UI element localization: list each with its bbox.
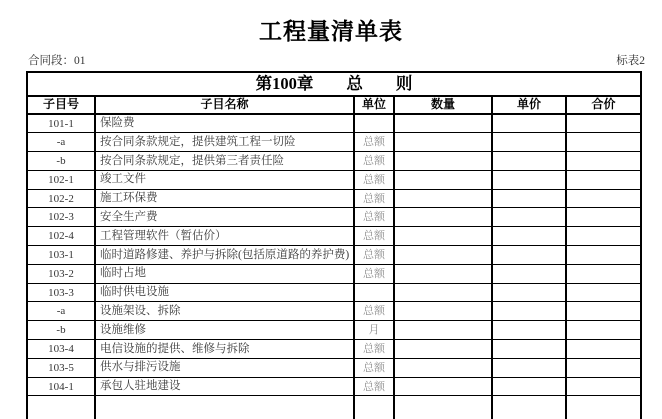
item-code-cell: 103-1 — [27, 246, 95, 265]
item-code-cell: -a — [27, 302, 95, 321]
amount-cell — [566, 152, 641, 171]
column-header-item-name: 子目名称 — [95, 96, 354, 114]
unit-cell: 总额 — [354, 264, 394, 283]
unit-cell: 总额 — [354, 227, 394, 246]
quantity-cell — [394, 208, 492, 227]
unit-price-cell — [492, 321, 566, 340]
unit-cell: 总额 — [354, 208, 394, 227]
unit-price-cell — [492, 227, 566, 246]
unit-cell: 月 — [354, 321, 394, 340]
item-code-cell: 101-1 — [27, 114, 95, 133]
table-row — [27, 189, 641, 208]
item-name-cell — [95, 396, 354, 419]
unit-cell: 总额 — [354, 246, 394, 265]
table-row — [27, 170, 641, 189]
unit-price-cell — [492, 302, 566, 321]
item-name-cell: 供水与排污设施 — [95, 358, 354, 377]
item-name-cell: 保险费 — [95, 114, 354, 133]
item-name-cell: 工程管理软件（暂估价） — [95, 227, 354, 246]
item-code-cell — [27, 396, 95, 419]
item-code-cell: 103-5 — [27, 358, 95, 377]
chapter-heading-row — [27, 72, 641, 96]
quantity-cell — [394, 189, 492, 208]
item-name-cell: 按合同条款规定，提供建筑工程一切险 — [95, 133, 354, 152]
item-code-cell: 103-4 — [27, 340, 95, 359]
item-code-cell: 102-4 — [27, 227, 95, 246]
unit-price-cell — [492, 358, 566, 377]
meta-row — [28, 52, 645, 68]
table-row — [27, 246, 641, 265]
amount-cell — [566, 189, 641, 208]
amount-cell — [566, 264, 641, 283]
item-name-cell: 承包人驻地建设 — [95, 377, 354, 396]
table-row — [27, 358, 641, 377]
quantity-cell — [394, 246, 492, 265]
table-row — [27, 114, 641, 133]
table-row — [27, 321, 641, 340]
unit-cell: 总额 — [354, 152, 394, 171]
table-row — [27, 133, 641, 152]
column-header-unit: 单位 — [354, 96, 394, 114]
item-name-cell: 设施维修 — [95, 321, 354, 340]
quantity-cell — [394, 227, 492, 246]
amount-cell — [566, 340, 641, 359]
item-name-cell: 临时道路修建、养护与拆除(包括原道路的养护费) — [95, 246, 354, 265]
unit-price-cell — [492, 340, 566, 359]
table-row — [27, 340, 641, 359]
quantity-cell — [394, 133, 492, 152]
table-row — [27, 283, 641, 302]
item-name-cell: 施工环保费 — [95, 189, 354, 208]
table-row — [27, 208, 641, 227]
amount-cell — [566, 377, 641, 396]
unit-cell: 总额 — [354, 170, 394, 189]
amount-cell — [566, 321, 641, 340]
item-name-cell: 临时占地 — [95, 264, 354, 283]
amount-cell — [566, 170, 641, 189]
unit-price-cell — [492, 133, 566, 152]
quantity-cell — [394, 152, 492, 171]
table-row — [27, 227, 641, 246]
unit-cell: 总额 — [354, 358, 394, 377]
unit-price-cell — [492, 189, 566, 208]
unit-cell: 总额 — [354, 340, 394, 359]
column-header-row — [27, 96, 641, 114]
unit-cell: 总额 — [354, 377, 394, 396]
contract-section-label: 合同段：01 — [28, 55, 86, 67]
quantity-cell — [394, 170, 492, 189]
form-code-label: 标表2 — [616, 55, 645, 67]
item-name-cell: 临时供电设施 — [95, 283, 354, 302]
item-code-cell: 103-2 — [27, 264, 95, 283]
amount-cell — [566, 358, 641, 377]
item-code-cell: -a — [27, 133, 95, 152]
item-code-cell: 104-1 — [27, 377, 95, 396]
unit-price-cell — [492, 170, 566, 189]
quantity-cell — [394, 302, 492, 321]
unit-cell: 总额 — [354, 302, 394, 321]
amount-cell — [566, 302, 641, 321]
unit-price-cell — [492, 114, 566, 133]
column-header-unit-price: 单价 — [492, 96, 566, 114]
column-header-item-code: 子目号 — [27, 96, 95, 114]
quantity-cell — [394, 396, 492, 419]
amount-cell — [566, 227, 641, 246]
amount-cell — [566, 133, 641, 152]
table-row — [27, 396, 641, 419]
item-name-cell: 安全生产费 — [95, 208, 354, 227]
unit-price-cell — [492, 152, 566, 171]
amount-cell — [566, 246, 641, 265]
item-code-cell: 103-3 — [27, 283, 95, 302]
item-name-cell: 按合同条款规定，提供第三者责任险 — [95, 152, 354, 171]
unit-price-cell — [492, 208, 566, 227]
item-name-cell: 竣工文件 — [95, 170, 354, 189]
quantity-cell — [394, 358, 492, 377]
quantity-cell — [394, 264, 492, 283]
unit-price-cell — [492, 264, 566, 283]
quantity-cell — [394, 377, 492, 396]
chapter-title: 第100章 总 则 — [27, 72, 641, 96]
unit-cell — [354, 396, 394, 419]
item-code-cell: 102-2 — [27, 189, 95, 208]
item-code-cell: -b — [27, 321, 95, 340]
column-header-amount: 合价 — [566, 96, 641, 114]
unit-cell — [354, 283, 394, 302]
unit-price-cell — [492, 396, 566, 419]
quantities-table — [26, 71, 642, 419]
quantity-cell — [394, 114, 492, 133]
amount-cell — [566, 396, 641, 419]
item-name-cell: 电信设施的提供、维修与拆除 — [95, 340, 354, 359]
table-row — [27, 377, 641, 396]
quantity-cell — [394, 283, 492, 302]
page-title: 工程量清单表 — [259, 19, 403, 44]
unit-price-cell — [492, 377, 566, 396]
quantity-cell — [394, 340, 492, 359]
quantity-cell — [394, 321, 492, 340]
column-header-quantity: 数量 — [394, 96, 492, 114]
unit-price-cell — [492, 246, 566, 265]
unit-cell: 总额 — [354, 133, 394, 152]
table-row — [27, 264, 641, 283]
amount-cell — [566, 283, 641, 302]
table-row — [27, 302, 641, 321]
item-code-cell: -b — [27, 152, 95, 171]
item-code-cell: 102-3 — [27, 208, 95, 227]
amount-cell — [566, 208, 641, 227]
unit-price-cell — [492, 283, 566, 302]
table-row — [27, 152, 641, 171]
item-name-cell: 设施架设、拆除 — [95, 302, 354, 321]
table-body — [27, 114, 641, 419]
unit-cell: 总额 — [354, 189, 394, 208]
amount-cell — [566, 114, 641, 133]
item-code-cell: 102-1 — [27, 170, 95, 189]
unit-cell — [354, 114, 394, 133]
